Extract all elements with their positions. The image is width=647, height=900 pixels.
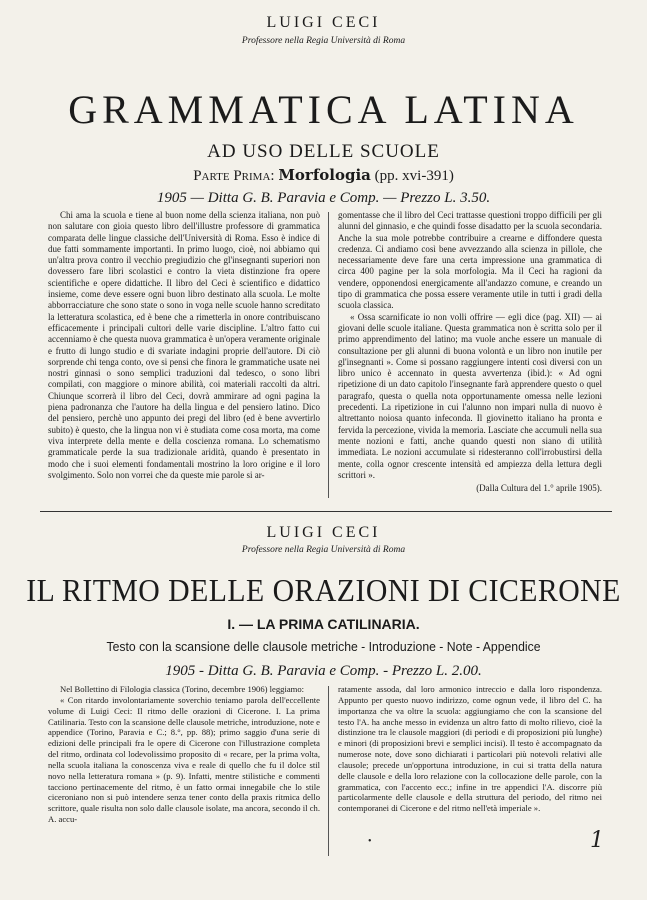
book-title-1: GRAMMATICA LATINA [68,87,579,132]
review-column-right-1 [338,210,602,500]
author-name-1: LUIGI CECI [266,14,381,31]
handwritten-mark: 1 [590,828,604,853]
review-column-left-1 [48,210,320,500]
book-subtitle-1: AD USO DELLE SCUOLE [207,141,440,162]
review-column-left-2 [48,684,320,870]
publication-line-2: 1905 - Ditta G. B. Paravia e Comp. - Prezzo L. 2.00. [165,663,482,679]
review-paragraph: gomentasse che il libro del Ceci trattasse questioni troppo difficili per gli alunni del ginnasio, e che quindi fosse disadatto per la scuola secondaria. Anche la sua mole potrebbe contribuire a crearne e diffondere questa credenza. Ci andiamo così bene avvezzando alla scienza in pillole, che necessariamente deve fare una certa impressione una grammatica di circa 400 pagine per la sola morfologia. Ma il Ceci ha ragioni da vendere, opponendosi energicamente all'andazzo comune, e creando un tipo di grammatica che possa essere veramente utile in tutti i gradi della scuola classica. [338,210,602,311]
review-source-1: (Dalla Cultura del 1.° aprile 1905). [476,483,602,494]
author-affiliation-1: Professore nella Regia Università di Roma [241,36,406,46]
part-prefix: Parte Prima: [193,168,275,184]
book-part-1 [0,166,647,185]
review-column-right-2 [338,684,602,844]
part-name: Morfologia [278,166,371,184]
book-contents-2: Testo con la scansione delle clausole metriche - Introduzione - Note - Appendice [106,639,541,654]
section-divider [40,511,612,512]
publication-line-1: 1905 — Ditta G. B. Paravia e Comp. — Prezzo L. 3.50. [156,190,491,206]
column-divider-1 [328,212,329,498]
column-divider-2 [328,686,329,856]
bullet-mark: • [368,836,372,847]
author-affiliation-2: Professore nella Regia Università di Roma [241,545,406,555]
review-paragraph: Nel Bollettino di Filologia classica (Torino, decembre 1906) leggiamo: [60,684,305,694]
author-name-2: LUIGI CECI [266,524,381,541]
review-paragraph: ratamente assoda, dal loro armonico intreccio e dalla loro rispondenza. Appunto per questo nuovo indirizzo, come ognun vede, il libro del C. ha importanza che va oltre la scuola: aggiungiamo che con la scansione del testo l'A. ha anche messo in evidenza un altro fatto di molto rilievo, cioè la distinzione tra le clausole maggiori (di periodi e di proposizioni più lunghe) e minori (di proposizioni brevi e semplici incisi). Il testo è accompagnato da numerose note, dove sono dichiarati i particolari più notevoli relativi alle clausole; precede un'opportuna introduzione, in cui si tratta della natura delle clausole e della loro relazione con la collocazione delle parole, con la grammatica, con l'accento ecc.; infine in tre appendici l'A. discorre più particolarmente delle clausole e della struttura del periodo, del ritmo nei contemporanei di Cicerone e del ritmo nell'età imperiale ». [338,684,602,814]
book-title-2: IL RITMO DELLE ORAZIONI DI CICERONE [26,572,621,608]
review-paragraph: « Con ritardo involontariamente soverchio teniamo parola dell'eccellente volume di Luigi Ceci: Il ritmo delle orazioni di Cicerone. I. La prima Catilinaria. Testo con la scansione delle clausole metriche, introduzione, note e appendice (Torino, Paravia e C.; 8.°, pp. 88); primo saggio d'una serie di edizioni delle principali fra le opere di Cicerone con l'illustrazione completa del ritmo, ordinata col lodevolissimo proposito di « recare, per la prima volta, nella scuola italiana la conoscenza viva e reale di quello che fu il dolce stil novo nella letteratura romana » (p. 9). Infatti, mentre stilistiche e commenti tacciono pertinacemente del ritmo, è un fatto ormai innegabile che lo stile ciceroniano non si può intendere senza tener conto della praxis ritmica dello scrittore, quale risulta non solo dalle clausole isolate, ma ancora, secondo il ch. A. accu- [48,694,320,825]
part-pages: (pp. xvi-391) [374,168,454,184]
review-paragraph: Chi ama la scuola e tiene al buon nome della scienza italiana, non può non salutare con gioia questo libro dell'illustre professore di grammatica comparata delle lingue classiche dell'Università di Roma. Esso è indice di due fatti sommamente importanti. In primo luogo, cioè, noi abbiamo qui un'altra prova contro il vecchio pregiudizio che gl'insegnanti superiori non dovessero fare libri scolastici e contro la vieta distinzione fra opere scientifiche e opere didattiche. Il libro del Ceci è scientifico e didattico insieme, come deve essere ogni buon libro destinato alla scuola. Le molte abborracciature che sono state o sono in voga nelle scuole hanno screditato la letteratura scolastica, ed è bene che a rimetterla in onore contribuiscano efficacemente i principali cultori delle varie discipline. L'altro fatto cui accenniamo è che questa nuova grammatica è un'opera veramente originale e frutto di lungo studio e di svariate indagini proprie dell'autore. Di ciò sorprende chi tenga conto, ove si pensi che finora le grammatiche usate nei nostri ginnasi o sono semplici traduzioni dal tedesco, o sono libri compilati, con maggiore o minore abilità, coi materiali raccolti da altri. Chiunque scorrerà il libro del Ceci, dovrà ammirare ad ogni pagina la piena padronanza che l'autore ha della lingua e del pensiero latino. Dico del pensiero, perchè uno appunto dei pregi del libro (ed è bene avvertirlo subito) è questo, che la lingua non vi è studiata come cosa morta, ma come viva interprete della mente e della coscienza romana. Lo schematismo grammaticale perde la sua tradizionale aridità, quando è presentato in modo che i suoi elementi fondamentali mostrino la loro origine e il loro svolgimento. Solo non vorrei che da queste mie parole si ar- [48,210,320,480]
book-part-2: I. — LA PRIMA CATILINARIA. [227,616,420,632]
review-paragraph: « Ossa scarnificate io non volli offrire — egli dice (pag. XII) — ai giovani delle scuole italiane. Questa grammatica non è scritta solo per il primo apprendimento del latino; ma vuole anche essere un manuale di consultazione per gli alunni di buona volontà e un libro non inutile per gl'insegnanti ». Come si possano raggiungere intenti così diversi con un libro unico è accennato in questa avvertenza (ibid.): « Ad ogni ripetizione di un dato capitolo l'insegnante farà apprendere questo o quel paragrafo, questa o quella nota opportunamente omessa nelle lezioni precedenti. La ripetizione in cui l'alunno non impari nulla di nuovo è altrettanto noiosa quanto infeconda. Il giovinetto italiano ha pronta e fervida la percezione, vivida la memoria. Lasciate che accumuli nella sua mente nozioni e fatti, anche quando questi non siano di utilità immediata. Le nozioni accumulate si ridesteranno coll'irrobustirsi della mente, colla ognor crescente intensità ed ampiezza della lettura degli scrittori ». [338,311,602,480]
